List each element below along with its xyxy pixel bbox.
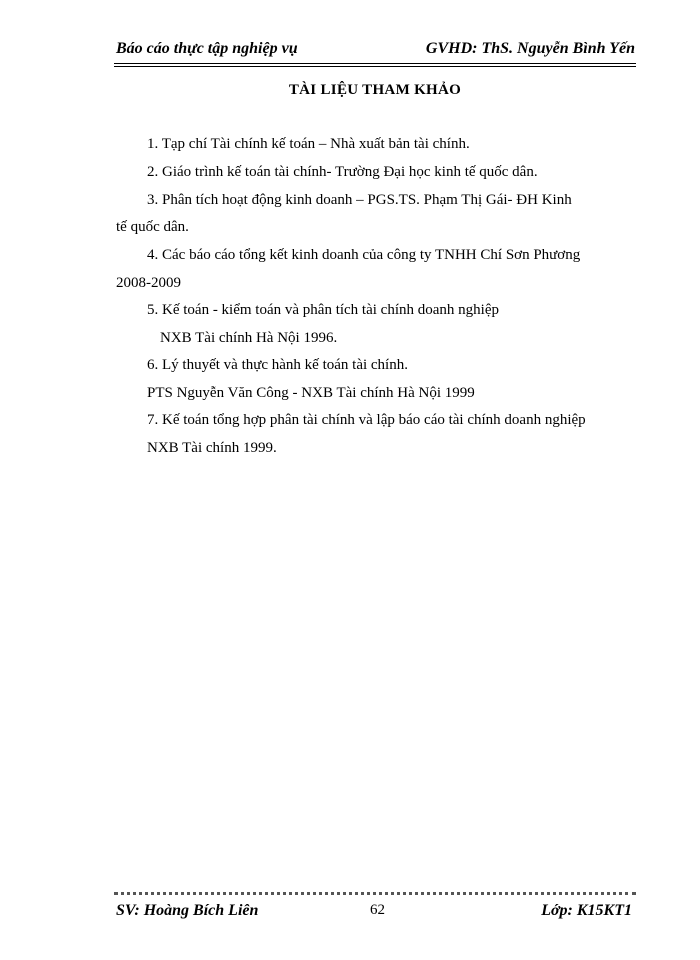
reference-item: 5. Kế toán - kiểm toán và phân tích tài chính doanh nghiệp — [147, 302, 499, 318]
reference-item-continuation: 2008-2009 — [116, 275, 181, 291]
reference-item: 1. Tạp chí Tài chính kế toán – Nhà xuất bản tài chính. — [147, 136, 470, 152]
reference-item: 3. Phân tích hoạt động kinh doanh – PGS.TS. Phạm Thị Gái- ĐH Kinh — [147, 192, 572, 208]
reference-item: 4. Các báo cáo tổng kết kinh doanh của công ty TNHH Chí Sơn Phương — [147, 247, 581, 263]
page-title: TÀI LIỆU THAM KHẢO — [288, 82, 462, 98]
header-divider-thin — [114, 66, 636, 67]
reference-item: 7. Kế toán tổng hợp phân tài chính và lập báo cáo tài chính doanh nghiệp — [147, 412, 586, 428]
reference-item-continuation: PTS Nguyễn Văn Công - NXB Tài chính Hà Nội 1999 — [147, 385, 475, 401]
header-supervisor: GVHD: ThS. Nguyễn Bình Yến — [425, 40, 635, 57]
page-number: 62 — [370, 902, 385, 918]
reference-item-continuation: NXB Tài chính Hà Nội 1996. — [160, 330, 338, 346]
reference-item: 2. Giáo trình kế toán tài chính- Trường Đại học kinh tế quốc dân. — [147, 164, 538, 180]
footer-divider — [114, 892, 636, 895]
footer-student: SV: Hoàng Bích Liên — [116, 902, 259, 919]
header-divider — [114, 63, 636, 64]
reference-item-continuation: NXB Tài chính 1999. — [147, 440, 277, 456]
reference-item-continuation: tế quốc dân. — [116, 219, 189, 235]
footer-class: Lớp: K15KT1 — [541, 902, 632, 919]
header-report-title: Báo cáo thực tập nghiệp vụ — [116, 40, 298, 57]
reference-item: 6. Lý thuyết và thực hành kế toán tài chính. — [147, 357, 408, 373]
